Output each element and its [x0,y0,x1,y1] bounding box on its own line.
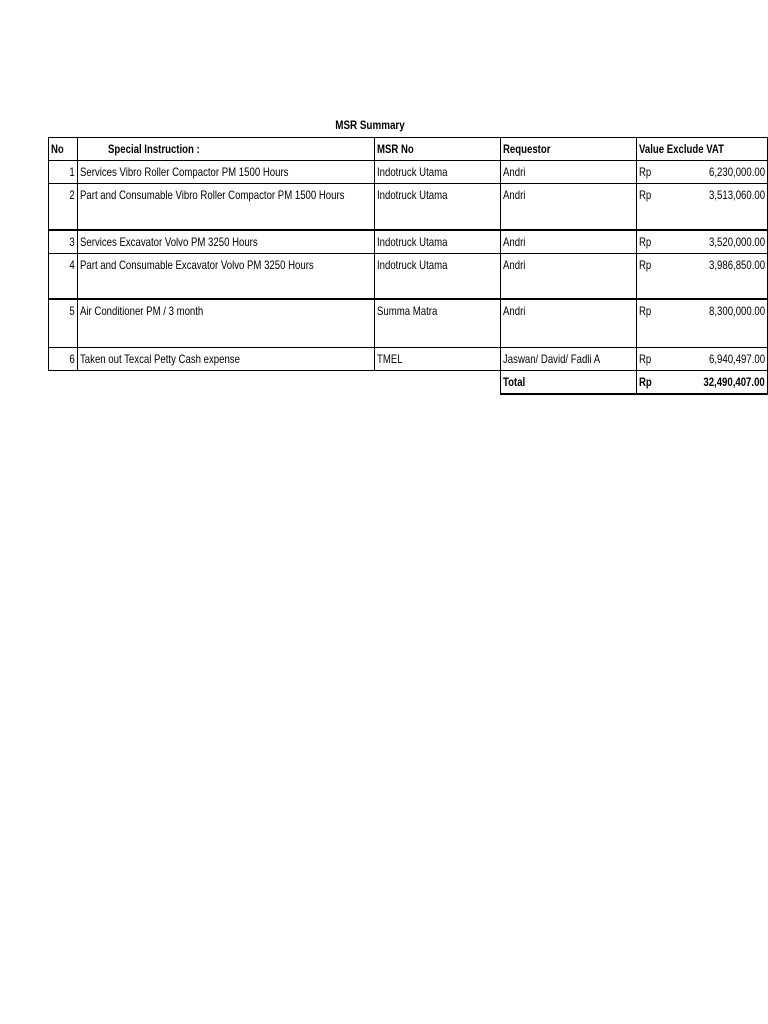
row-instruction: Services Vibro Roller Compactor PM 1500 Hours [77,161,374,184]
row-no: 5 [49,299,78,347]
table-row [49,161,768,184]
row-requestor: Andri [500,161,637,184]
header-requestor: Requestor [500,138,637,161]
table-row [49,230,768,254]
row-amount: 3,513,060.00 [686,184,767,230]
table-row [49,347,768,370]
table-row [49,253,768,299]
row-instruction: Part and Consumable Vibro Roller Compactor PM 1500 Hours [77,184,374,230]
row-requestor: Andri [500,184,637,230]
row-currency: Rp [637,347,686,370]
header-msr-no: MSR No [374,138,500,161]
msr-summary-table [48,137,768,395]
row-msr-no: Indotruck Utama [374,184,500,230]
page-title: MSR Summary [335,118,405,132]
total-amount: 32,490,407.00 [686,370,767,394]
header-row [49,138,768,161]
total-currency: Rp [637,370,686,394]
row-instruction: Services Excavator Volvo PM 3250 Hours [77,230,374,254]
header-value-exclude-vat: Value Exclude VAT [637,138,768,161]
row-currency: Rp [637,230,686,254]
row-requestor: Andri [500,253,637,299]
row-currency: Rp [637,253,686,299]
row-no: 3 [49,230,78,254]
row-instruction: Air Conditioner PM / 3 month [77,299,374,347]
row-instruction: Part and Consumable Excavator Volvo PM 3250 Hours [77,253,374,299]
header-special-instruction: Special Instruction : [77,138,374,161]
row-amount: 3,520,000.00 [686,230,767,254]
row-msr-no: TMEL [374,347,500,370]
total-row [49,370,768,394]
row-amount: 3,986,850.00 [686,253,767,299]
row-no: 1 [49,161,78,184]
row-no: 2 [49,184,78,230]
row-no: 6 [49,347,78,370]
row-amount: 6,230,000.00 [686,161,767,184]
row-currency: Rp [637,184,686,230]
row-requestor: Andri [500,230,637,254]
row-msr-no: Indotruck Utama [374,161,500,184]
row-requestor: Jaswan/ David/ Fadli A [500,347,637,370]
header-no: No [49,138,78,161]
table-row [49,184,768,230]
row-no: 4 [49,253,78,299]
row-msr-no: Summa Matra [374,299,500,347]
table-row [49,299,768,347]
row-currency: Rp [637,161,686,184]
row-instruction: Taken out Texcal Petty Cash expense [77,347,374,370]
row-msr-no: Indotruck Utama [374,230,500,254]
total-label: Total [500,370,637,394]
row-currency: Rp [637,299,686,347]
row-msr-no: Indotruck Utama [374,253,500,299]
row-amount: 8,300,000.00 [686,299,767,347]
row-requestor: Andri [500,299,637,347]
row-amount: 6,940,497.00 [686,347,767,370]
